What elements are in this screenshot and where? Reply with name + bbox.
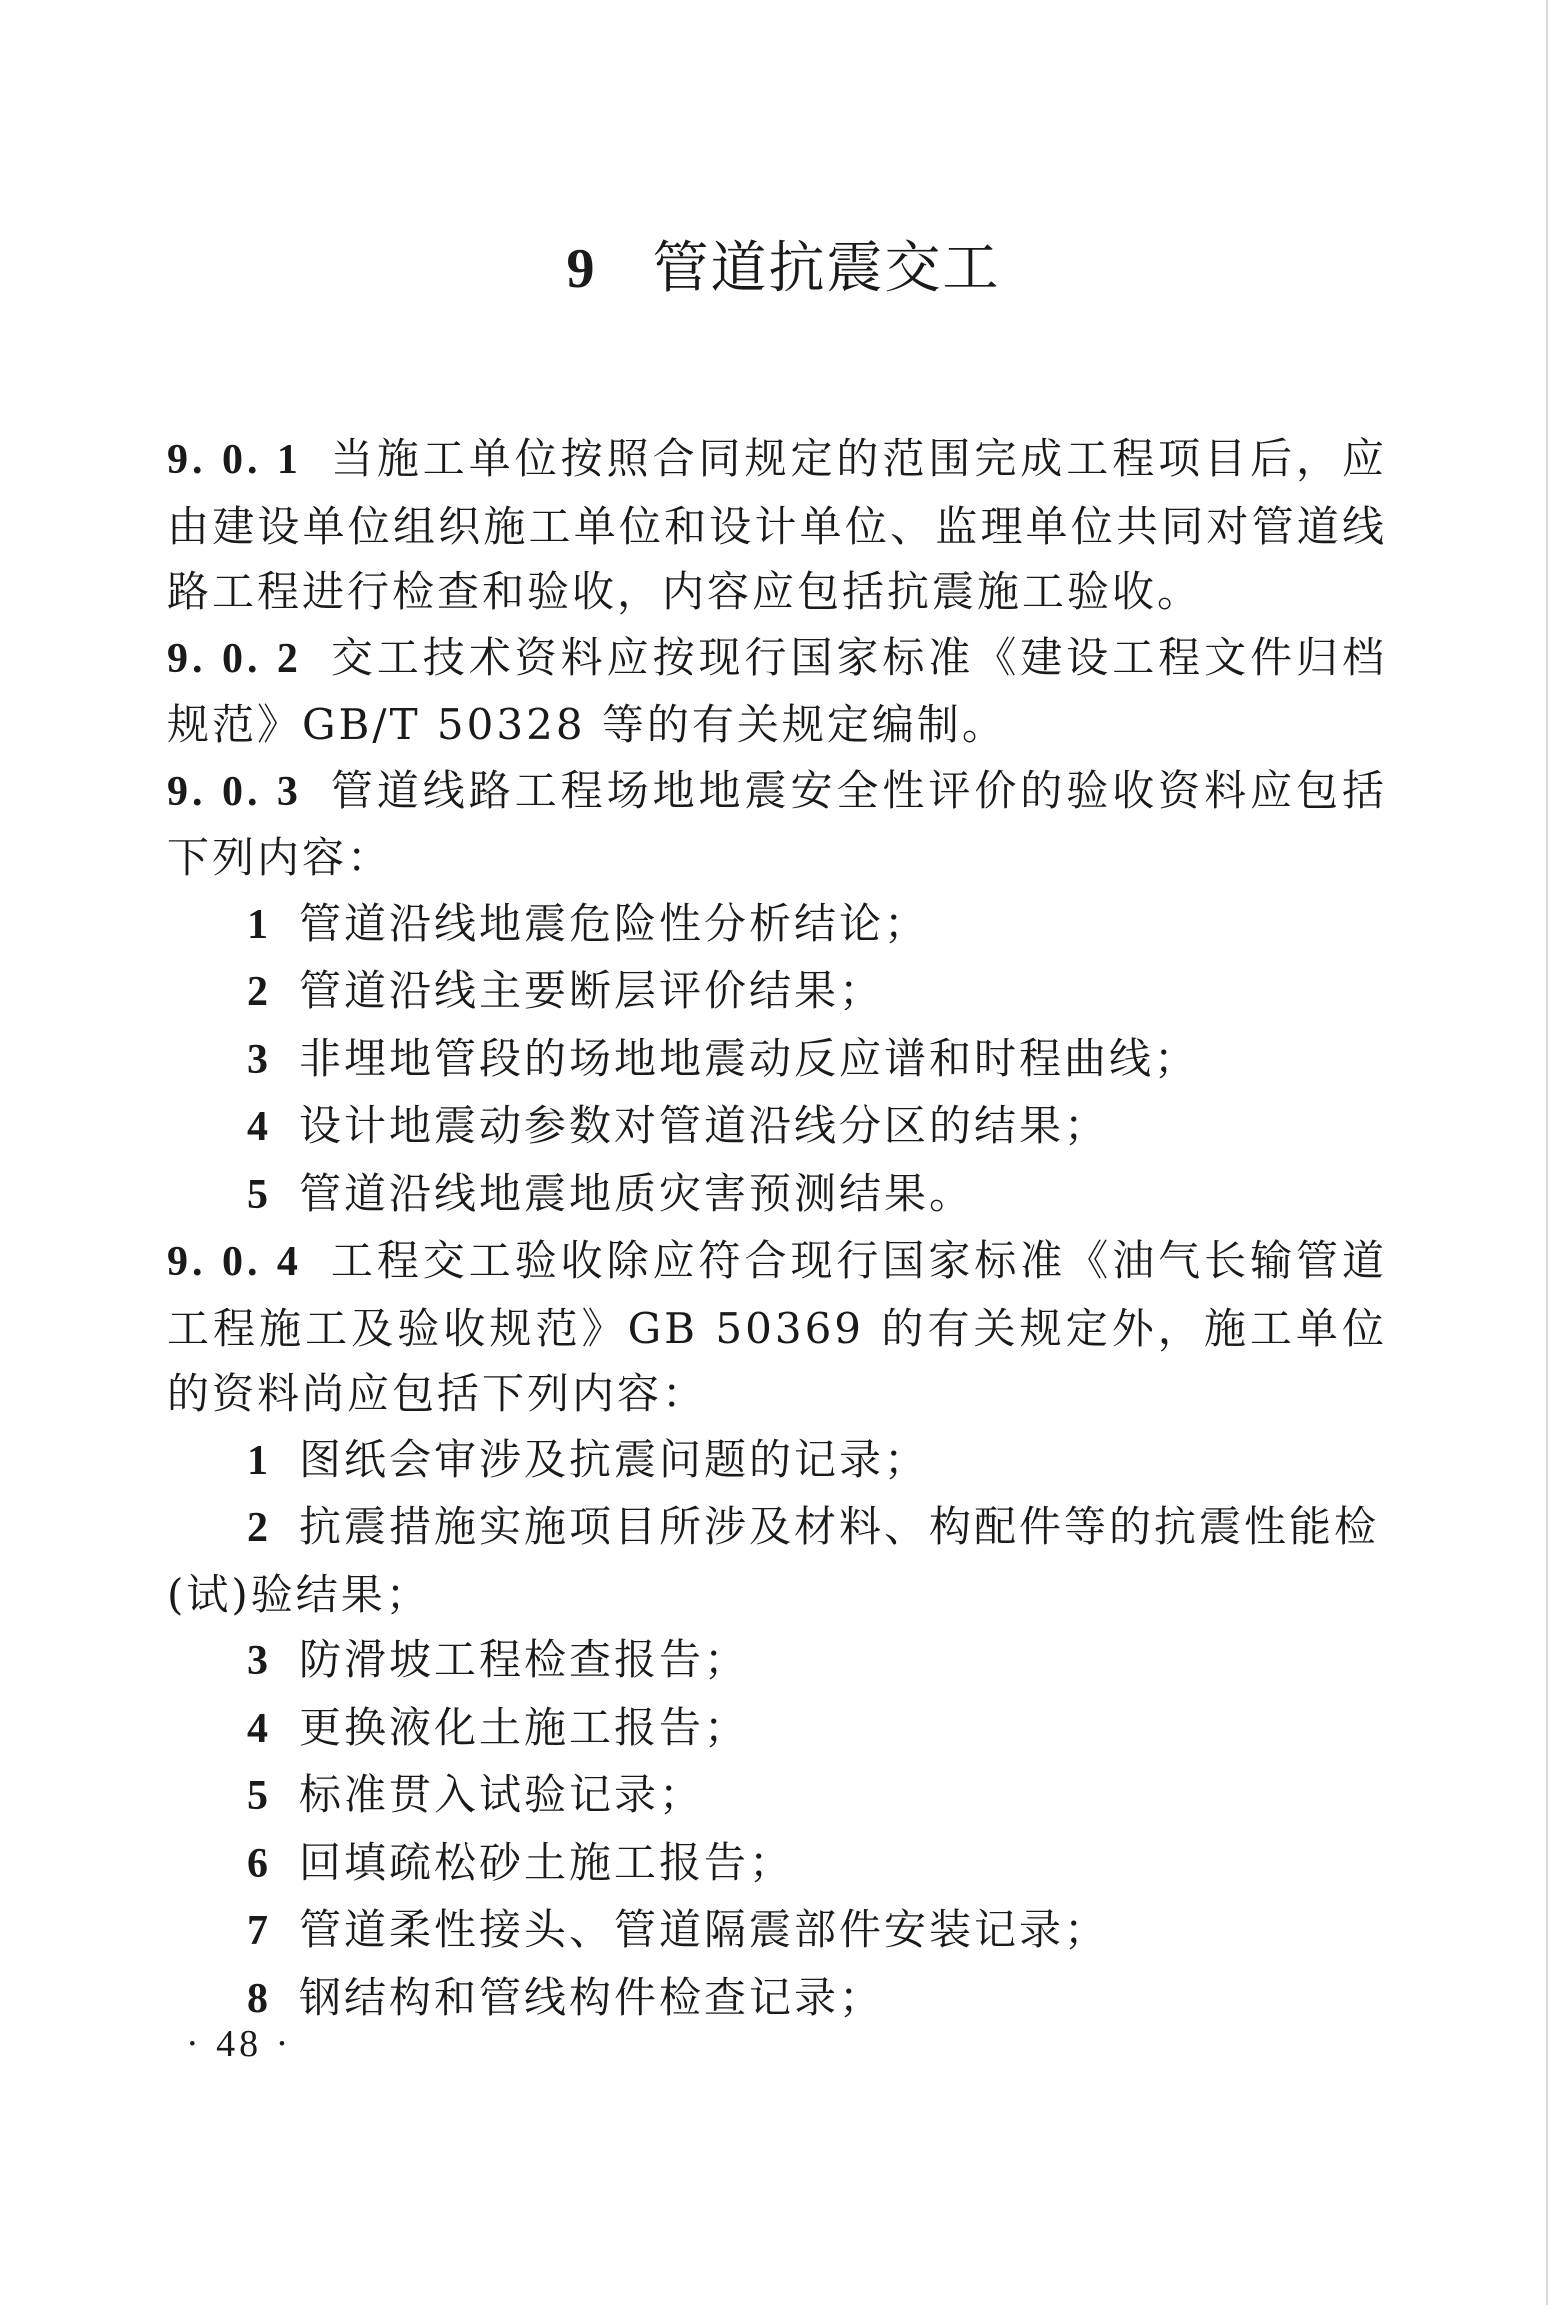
item-text: 图纸会审涉及抗震问题的记录； <box>299 1434 930 1484</box>
item-number: 7 <box>247 1908 271 1954</box>
item-text: 防滑坡工程检查报告； <box>299 1635 750 1684</box>
clause-9-0-3 <box>167 758 1387 891</box>
clause-text: 当施工单位按照合同规定的范围完成工程项目后，应由建设单位组织施工单位和设计单位、监理单位共同对管道线路工程进行检查和验收，内容应包括抗震施工验收。 <box>167 434 1387 616</box>
list-item-continuation: (试)验结果； <box>167 1569 431 1619</box>
item-text: 钢结构和管线构件检查记录； <box>299 1972 885 2022</box>
item-number: 1 <box>247 1437 271 1484</box>
item-number: 2 <box>247 969 271 1015</box>
item-number: 4 <box>247 1705 271 1752</box>
list-item <box>167 1627 1387 1695</box>
list-item <box>167 1762 1387 1830</box>
list-item <box>167 1965 1387 2033</box>
clause-text: 交工技术资料应按现行国家标准《建设工程文件归档规范》GB/T 50328 等的有关规定编制。 <box>167 632 1387 749</box>
list-item <box>167 1494 1387 1562</box>
clause-number: 9. 0. 1 <box>167 437 302 483</box>
item-text: 管道沿线地震危险性分析结论； <box>299 898 930 948</box>
item-number: 5 <box>247 1171 271 1218</box>
list-item <box>167 1897 1387 1965</box>
item-number: 3 <box>247 1638 271 1684</box>
list-item <box>167 1161 1387 1229</box>
clause-text: 工程交工验收除应符合现行国家标准《油气长输管道工程施工及验收规范》GB 50369 的有关规定外，施工单位的资料尚应包括下列内容： <box>167 1236 1387 1418</box>
item-text: 非埋地管段的场地地震动反应谱和时程曲线； <box>299 1033 1200 1083</box>
chapter-heading <box>0 224 1567 304</box>
list-item <box>167 1026 1387 1094</box>
item-number: 3 <box>247 1036 271 1083</box>
item-text: 回填疏松砂土施工报告； <box>299 1837 795 1887</box>
list-item <box>167 1695 1387 1763</box>
list-item <box>167 958 1387 1026</box>
item-number: 8 <box>247 1975 271 2022</box>
list-item <box>167 891 1387 959</box>
clause-text: 管道线路工程场地地震安全性评价的验收资料应包括下列内容： <box>167 765 1387 882</box>
item-text: 管道柔性接头、管道隔震部件安装记录； <box>299 1905 1110 1954</box>
item-number: 1 <box>247 901 271 948</box>
item-text: 抗震措施实施项目所涉及材料、构配件等的抗震性能检 <box>299 1502 1380 1551</box>
item-text: 设计地震动参数对管道沿线分区的结果； <box>299 1101 1110 1150</box>
list-item <box>167 1830 1387 1898</box>
clause-number: 9. 0. 3 <box>167 768 302 815</box>
clause-number: 9. 0. 4 <box>167 1239 302 1285</box>
item-text: 标准贯入试验记录； <box>299 1770 705 1819</box>
clause-9-0-4 <box>167 1228 1387 1427</box>
chapter-number: 9 <box>566 238 597 300</box>
page-number: · 48 · <box>186 2023 293 2065</box>
item-number: 4 <box>247 1104 271 1150</box>
clause-number: 9. 0. 2 <box>167 635 302 682</box>
chapter-body <box>167 426 1387 2032</box>
chapter-title: 管道抗震交工 <box>652 236 1001 301</box>
item-number: 6 <box>247 1840 271 1887</box>
item-text: 更换液化土施工报告； <box>299 1702 750 1752</box>
item-number: 5 <box>247 1773 271 1819</box>
item-number: 2 <box>247 1505 271 1551</box>
item-text: 管道沿线地震地质灾害预测结果。 <box>299 1168 975 1218</box>
item-text: 管道沿线主要断层评价结果； <box>299 966 885 1015</box>
list-item <box>167 1427 1387 1495</box>
list-item <box>167 1093 1387 1161</box>
clause-9-0-1 <box>167 426 1387 625</box>
page-edge-divider <box>1546 0 1548 2305</box>
clause-9-0-2 <box>167 625 1387 758</box>
